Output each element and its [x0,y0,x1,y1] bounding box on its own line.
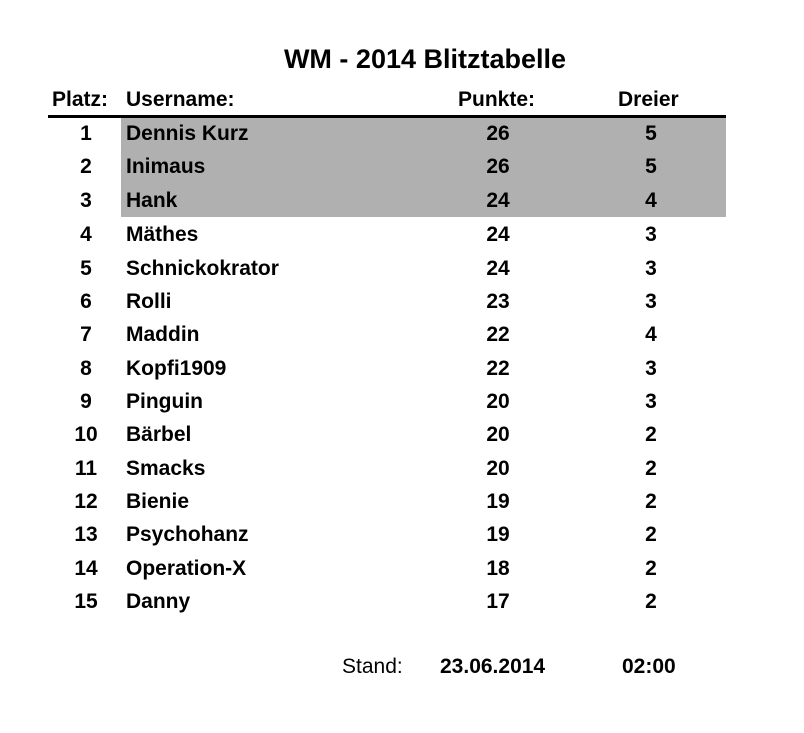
cell-punkte: 26 [486,155,510,178]
cell-punkte: 20 [486,423,510,446]
table-row [0,452,804,485]
table-row [0,485,804,518]
cell-punkte: 24 [486,257,510,280]
table-row [0,150,804,183]
page-title: WM - 2014 Blitztabelle [283,44,567,74]
cell-username: Danny [126,590,191,613]
table-row [0,318,804,351]
cell-username: Rolli [126,290,172,313]
table-row [0,418,804,451]
cell-dreier: 2 [645,423,657,446]
table-row [0,585,804,618]
cell-dreier: 3 [645,223,657,246]
cell-dreier: 3 [645,257,657,280]
cell-platz: 8 [80,357,92,380]
cell-platz: 10 [74,423,98,446]
cell-platz: 13 [74,523,98,546]
column-header-platz: Platz: [52,88,109,111]
cell-punkte: 23 [486,290,510,313]
cell-dreier: 2 [645,523,657,546]
table-row [0,252,804,285]
cell-platz: 4 [80,223,92,246]
cell-punkte: 20 [486,390,510,413]
stand-label: Stand: [342,655,403,678]
cell-dreier: 3 [645,357,657,380]
cell-username: Bienie [126,490,190,513]
cell-platz: 3 [80,189,92,212]
cell-dreier: 2 [645,557,657,580]
cell-dreier: 3 [645,390,657,413]
cell-platz: 11 [74,457,98,480]
column-header-dreier: Dreier [618,88,679,111]
cell-username: Hank [126,189,178,212]
cell-punkte: 26 [486,122,510,145]
cell-dreier: 3 [645,290,657,313]
cell-punkte: 24 [486,189,510,212]
cell-punkte: 22 [486,323,510,346]
cell-dreier: 2 [645,490,657,513]
cell-punkte: 24 [486,223,510,246]
table-row [0,552,804,585]
cell-punkte: 18 [486,557,510,580]
cell-dreier: 5 [645,155,657,178]
table-row [0,285,804,318]
cell-username: Inimaus [126,155,206,178]
cell-platz: 15 [74,590,98,613]
cell-dreier: 4 [645,323,657,346]
cell-dreier: 2 [645,590,657,613]
table-row [0,117,804,150]
cell-username: Dennis Kurz [126,122,249,145]
cell-platz: 7 [80,323,92,346]
cell-platz: 2 [80,155,92,178]
cell-username: Kopfi1909 [126,357,227,380]
cell-platz: 5 [80,257,92,280]
cell-platz: 14 [74,557,98,580]
cell-punkte: 19 [486,490,510,513]
cell-username: Bärbel [126,423,192,446]
cell-username: Pinguin [126,390,203,413]
cell-punkte: 22 [486,357,510,380]
cell-platz: 12 [74,490,98,513]
table-row [0,184,804,217]
cell-username: Operation-X [126,557,247,580]
cell-username: Mäthes [126,223,199,246]
cell-platz: 1 [80,122,92,145]
cell-platz: 6 [80,290,92,313]
cell-username: Maddin [126,323,200,346]
column-header-punkte: Punkte: [458,88,536,111]
cell-punkte: 17 [486,590,510,613]
table-row [0,218,804,251]
cell-dreier: 2 [645,457,657,480]
stand-date: 23.06.2014 [440,655,546,678]
table-row [0,385,804,418]
cell-punkte: 20 [486,457,510,480]
cell-username: Psychohanz [126,523,249,546]
table-row [0,352,804,385]
cell-username: Smacks [126,457,206,480]
table-row [0,518,804,551]
cell-punkte: 19 [486,523,510,546]
cell-dreier: 5 [645,122,657,145]
stand-time: 02:00 [622,655,676,678]
cell-dreier: 4 [645,189,657,212]
column-header-username: Username: [126,88,235,111]
cell-platz: 9 [80,390,92,413]
cell-username: Schnickokrator [126,257,279,280]
